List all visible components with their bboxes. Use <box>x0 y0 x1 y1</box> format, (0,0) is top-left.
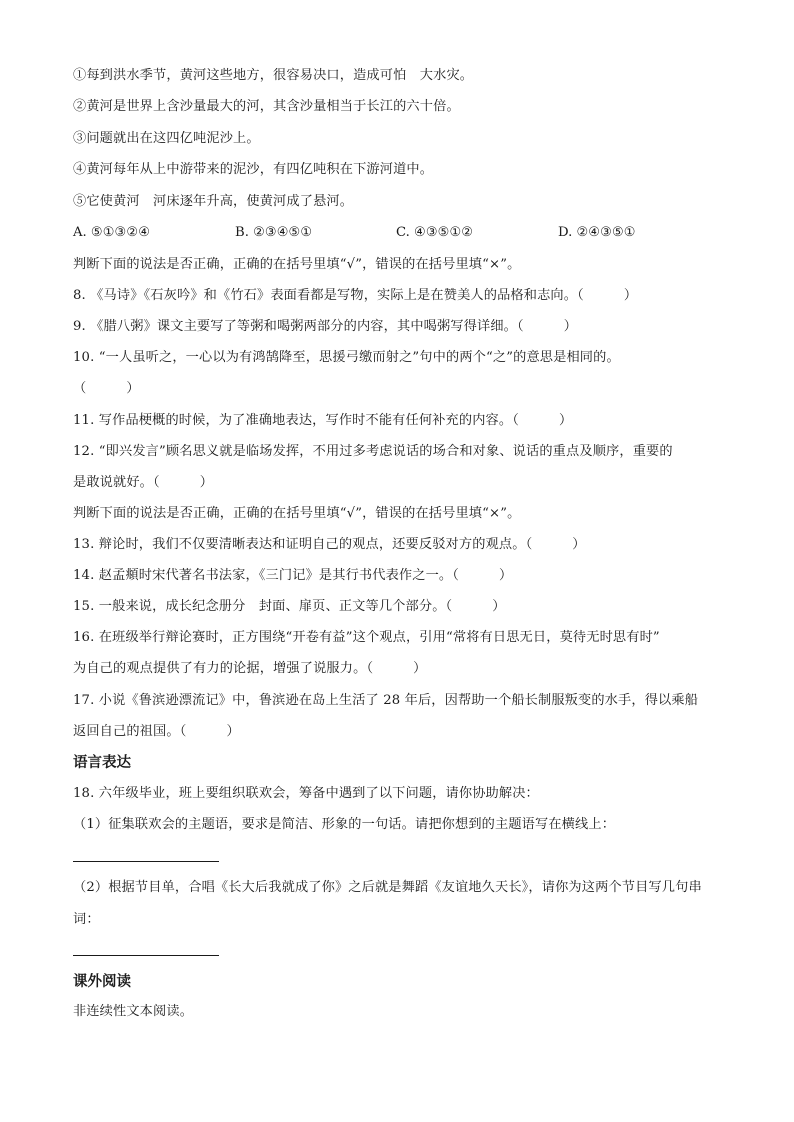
sentence-5: ⑤它使黄河 河床逐年升高，使黄河成了悬河。 <box>73 194 354 209</box>
question-11: 11. 写作品梗概的时候，为了准确地表达，写作时不能有任何补充的内容。（ ） <box>73 413 573 428</box>
sentence-4: ④黄河每年从上中游带来的泥沙，有四亿吨积在下游河道中。 <box>73 162 434 177</box>
question-17: 17. 小说《鲁滨逊漂流记》中，鲁滨逊在岛上生活了 28 年后，因帮助一个船长制服叛变的水手，得以乘船 <box>73 693 699 708</box>
question-15: 15. 一般来说，成长纪念册分 封面、扉页、正文等几个部分。（ ） <box>73 599 506 614</box>
option-b[interactable]: B. ②③④⑤① <box>235 225 313 240</box>
question-18-part-2: （2）根据节目单，合唱《长大后我就成了你》之后就是舞蹈《友谊地久天长》，请你为这两个节目写几句串 <box>73 880 702 895</box>
judge-instruction-2: 判断下面的说法是否正确，正确的在括号里填“√”，错误的在括号里填“×”。 <box>73 506 521 521</box>
sentence-1: ①每到洪水季节，黄河这些地方，很容易决口，造成可怕 大水灾。 <box>73 68 474 83</box>
question-16-cont: 为自己的观点提供了有力的论据，增强了说服力。（ ） <box>73 661 427 676</box>
section-heading-reading: 课外阅读 <box>73 974 131 990</box>
reading-intro: 非连续性文本阅读。 <box>73 1004 194 1019</box>
option-a[interactable]: A. ⑤①③②④ <box>73 225 151 240</box>
answer-line-2[interactable] <box>73 955 219 956</box>
question-14: 14. 赵孟頫时宋代著名书法家，《三门记》是其行书代表作之一。（ ） <box>73 568 513 583</box>
question-16: 16. 在班级举行辩论赛时，正方围绕“开卷有益”这个观点，引用“常将有日思无日，莫待无时思有时” <box>73 630 660 645</box>
question-18-part-1: （1）征集联欢会的主题语，要求是简洁、形象的一句话。请把你想到的主题语写在横线上： <box>73 817 616 832</box>
question-18: 18. 六年级毕业，班上要组织联欢会，筹备中遇到了以下问题，请你协助解决： <box>73 786 539 801</box>
sentence-3: ③问题就出在这四亿吨泥沙上。 <box>73 131 260 146</box>
question-10-bracket[interactable]: （ ） <box>73 381 140 396</box>
option-c[interactable]: C. ④③⑤①② <box>396 225 474 240</box>
question-18-part-2-cont: 词： <box>73 912 100 927</box>
question-17-cont: 返回自己的祖国。（ ） <box>73 724 240 739</box>
question-12: 12. “即兴发言”顾名思义就是临场发挥，不用过多考虑说话的场合和对象、说话的重点及顺序，重要的 <box>73 444 673 459</box>
question-12-cont: 是敢说就好。（ ） <box>73 475 214 490</box>
question-10: 10. “一人虽听之，一心以为有鸿鹄降至，思援弓缴而射之”句中的两个“之”的意思是相同的。 <box>73 350 620 365</box>
sentence-2: ②黄河是世界上含沙量最大的河，其含沙量相当于长江的六十倍。 <box>73 99 460 114</box>
question-13: 13. 辩论时，我们不仅要清晰表达和证明自己的观点，还要反驳对方的观点。（ ） <box>73 537 586 552</box>
question-9: 9. 《腊八粥》课文主要写了等粥和喝粥两部分的内容，其中喝粥写得详细。（ ） <box>73 319 578 334</box>
answer-options <box>73 225 733 243</box>
section-heading-language: 语言表达 <box>73 755 131 771</box>
option-d[interactable]: D. ②④③⑤① <box>558 225 636 240</box>
judge-instruction-1: 判断下面的说法是否正确，正确的在括号里填“√”，错误的在括号里填“×”。 <box>73 257 521 272</box>
answer-line-1[interactable] <box>73 861 219 862</box>
question-8: 8. 《马诗》《石灰吟》和《竹石》表面看都是写物，实际上是在赞美人的品格和志向。（ ） <box>73 288 638 303</box>
